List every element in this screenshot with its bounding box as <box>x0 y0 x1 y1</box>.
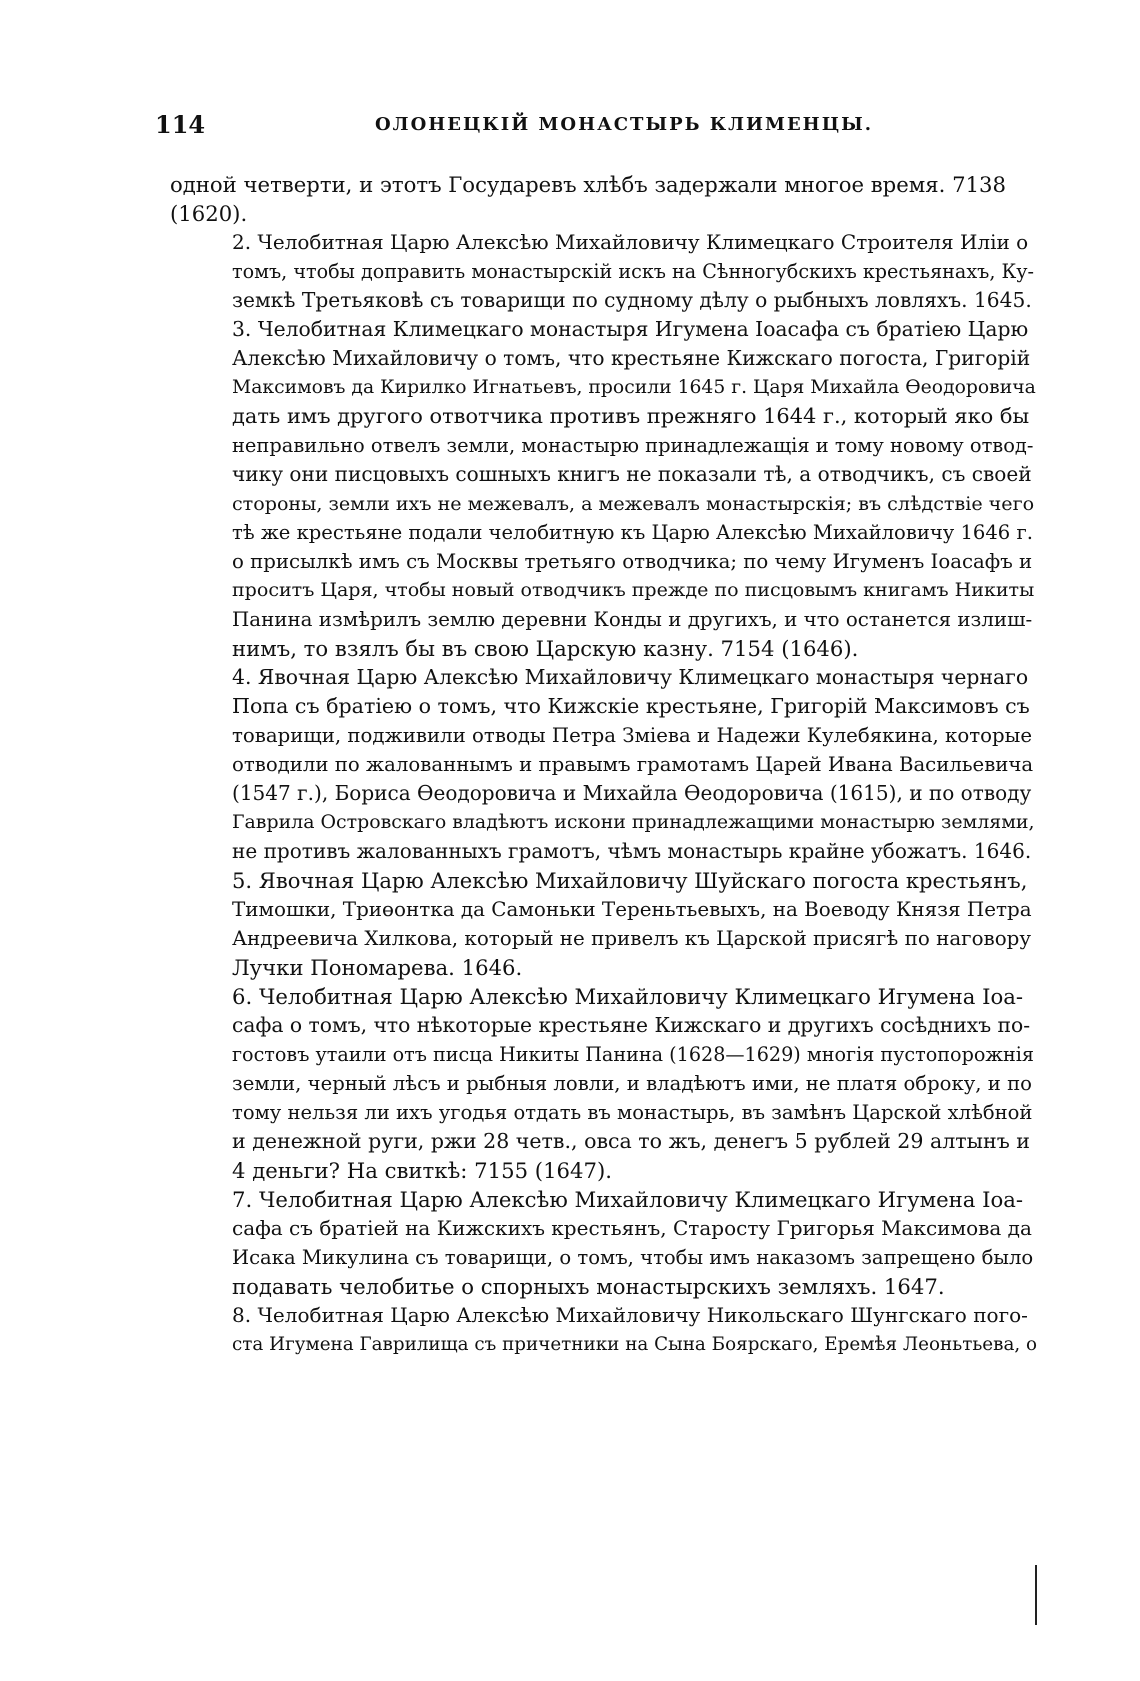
text-line: о присылкѣ имъ съ Москвы третьяго отводчика; по чему Игуменъ Іоасафъ и <box>232 550 1033 573</box>
text-line: Гаврила Островскаго владѣютъ искони принадлежащими монастырю землями, <box>232 811 1035 833</box>
paragraph <box>170 982 1034 1185</box>
text-line: гостовъ утаили отъ писца Никиты Панина (1628—1629) многія пустопорожнія <box>232 1043 1034 1066</box>
text-line: 3. Челобитная Климецкаго монастыря Игумена Іоасафа съ братіею Царю <box>232 317 1029 341</box>
text-line: 4 деньги? На свиткѣ: 7155 (1647). <box>232 1158 612 1183</box>
margin-mark <box>1035 1565 1037 1625</box>
paragraph <box>170 228 1035 315</box>
text-line: (1547 г.), Бориса Өеодоровича и Михайла Өеодоровича (1615), и по отводу <box>232 781 1032 805</box>
text-line: Исака Микулина съ товарищи, о томъ, чтобы имъ наказомъ запрещено было <box>232 1246 1034 1269</box>
body-text <box>170 170 1038 1359</box>
text-line: Андреевича Хилкова, который не привелъ къ Царской присягѣ по наговору <box>232 927 1032 950</box>
text-line: чику они писцовыхъ сошныхъ книгъ не показали тѣ, а отводчикъ, съ своей <box>232 462 1032 486</box>
text-line: 7. Челобитная Царю Алексѣю Михайловичу Климецкаго Игумена Іоа- <box>232 1187 1024 1212</box>
text-line: 6. Челобитная Царю Алексѣю Михайловичу Климецкаго Игумена Іоа- <box>232 984 1024 1009</box>
page-header <box>155 110 1025 146</box>
text-line: Попа съ братіею о томъ, что Кижскіе крестьяне, Григорій Максимовъ съ <box>232 694 1030 718</box>
text-line: нимъ, то взялъ бы въ свою Царскую казну. 7154 (1646). <box>232 636 859 661</box>
paragraph <box>170 1185 1034 1301</box>
text-line: 4. Явочная Царю Алексѣю Михайловичу Климецкаго монастыря чернаго <box>232 665 1029 689</box>
text-line: подавать челобитье о спорныхъ монастырскихъ земляхъ. 1647. <box>232 1274 945 1299</box>
text-line: и денежной руги, ржи 28 четв., овса то жъ, денегъ 5 рублей 29 алтынъ и <box>232 1129 1030 1153</box>
text-line: Тимошки, Триөонтка да Самоньки Тереньтьевыхъ, на Воеводу Князя Петра <box>232 898 1032 921</box>
text-line: проситъ Царя, чтобы новый отводчикъ прежде по писцовымъ книгамъ Никиты <box>232 579 1035 601</box>
text-line: сафа съ братіей на Кижскихъ крестьянъ, Старосту Григорья Максимова да <box>232 1216 1032 1240</box>
text-line: Максимовъ да Кирилко Игнатьевъ, просили 1645 г. Царя Михайла Өеодоровича <box>232 377 1036 398</box>
paragraph <box>170 1301 1038 1359</box>
text-line: сафа о томъ, что нѣкоторые крестьяне Кижскаго и другихъ сосѣднихъ по- <box>232 1013 1031 1037</box>
page-number: 114 <box>155 110 206 139</box>
text-line: Лучки Пономарева. 1646. <box>232 955 523 980</box>
paragraph <box>170 315 1036 663</box>
text-line: 5. Явочная Царю Алексѣю Михайловичу Шуйскаго погоста крестьянъ, <box>232 868 1028 893</box>
running-title: ОЛОНЕЦКІЙ МОНАСТЫРЬ КЛИМЕНЦЫ. <box>375 114 873 135</box>
text-line: томъ, чтобы доправить монастырскій искъ на Сѣнногубскихъ крестьянахъ, Ку- <box>232 260 1035 283</box>
text-line: дать имъ другого отвотчика противъ прежняго 1644 г., который яко бы <box>232 404 1030 428</box>
text-line: 8. Челобитная Царю Алексѣю Михайловичу Никольскаго Шунгскаго пого- <box>232 1303 1028 1327</box>
text-line: товарищи, подживили отводы Петра Зміева и Надежи Кулебякина, которые <box>232 724 1032 747</box>
text-line: земкѣ Третьяковѣ съ товарищи по судному дѣлу о рыбныхъ ловляхъ. 1645. <box>232 288 1032 312</box>
text-line: Панина измѣрилъ землю деревни Конды и другихъ, и что останется излиш- <box>232 608 1033 631</box>
text-line: неправильно отвелъ земли, монастырю принадлежащія и тому новому отвод- <box>232 434 1034 457</box>
text-line: (1620). <box>170 201 248 226</box>
text-line: тому нельзя ли ихъ угодья отдать въ монастырь, въ замѣнъ Царской хлѣбной <box>232 1101 1033 1124</box>
paragraph <box>170 866 1032 982</box>
text-line: тѣ же крестьяне подали челобитную къ Царю Алексѣю Михайловичу 1646 г. <box>232 521 1033 544</box>
text-line: не противъ жалованныхъ грамотъ, чѣмъ монастырь крайне убожатъ. 1646. <box>232 839 1032 863</box>
paragraph <box>170 663 1035 866</box>
text-line: 2. Челобитная Царю Алексѣю Михайловичу Климецкаго Строителя Иліи о <box>232 230 1029 254</box>
text-line: Алексѣю Михайловичу о томъ, что крестьяне Кижскаго погоста, Григорій <box>232 346 1031 370</box>
text-line: одной четверти, и этотъ Государевъ хлѣбъ задержали многое время. 7138 <box>170 172 1007 197</box>
paragraph <box>170 170 1028 228</box>
text-line: ста Игумена Гаврилища съ причетники на Сына Боярскаго, Еремѣя Леоньтьева, о <box>232 1334 1038 1355</box>
text-line: земли, черный лѣсъ и рыбныя ловли, и владѣютъ ими, не платя оброку, и по <box>232 1072 1032 1095</box>
text-line: стороны, земли ихъ не межевалъ, а межевалъ монастырскія; въ слѣдствіе чего <box>232 492 1035 515</box>
text-line: отводили по жалованнымъ и правымъ грамотамъ Царей Ивана Васильевича <box>232 753 1034 776</box>
